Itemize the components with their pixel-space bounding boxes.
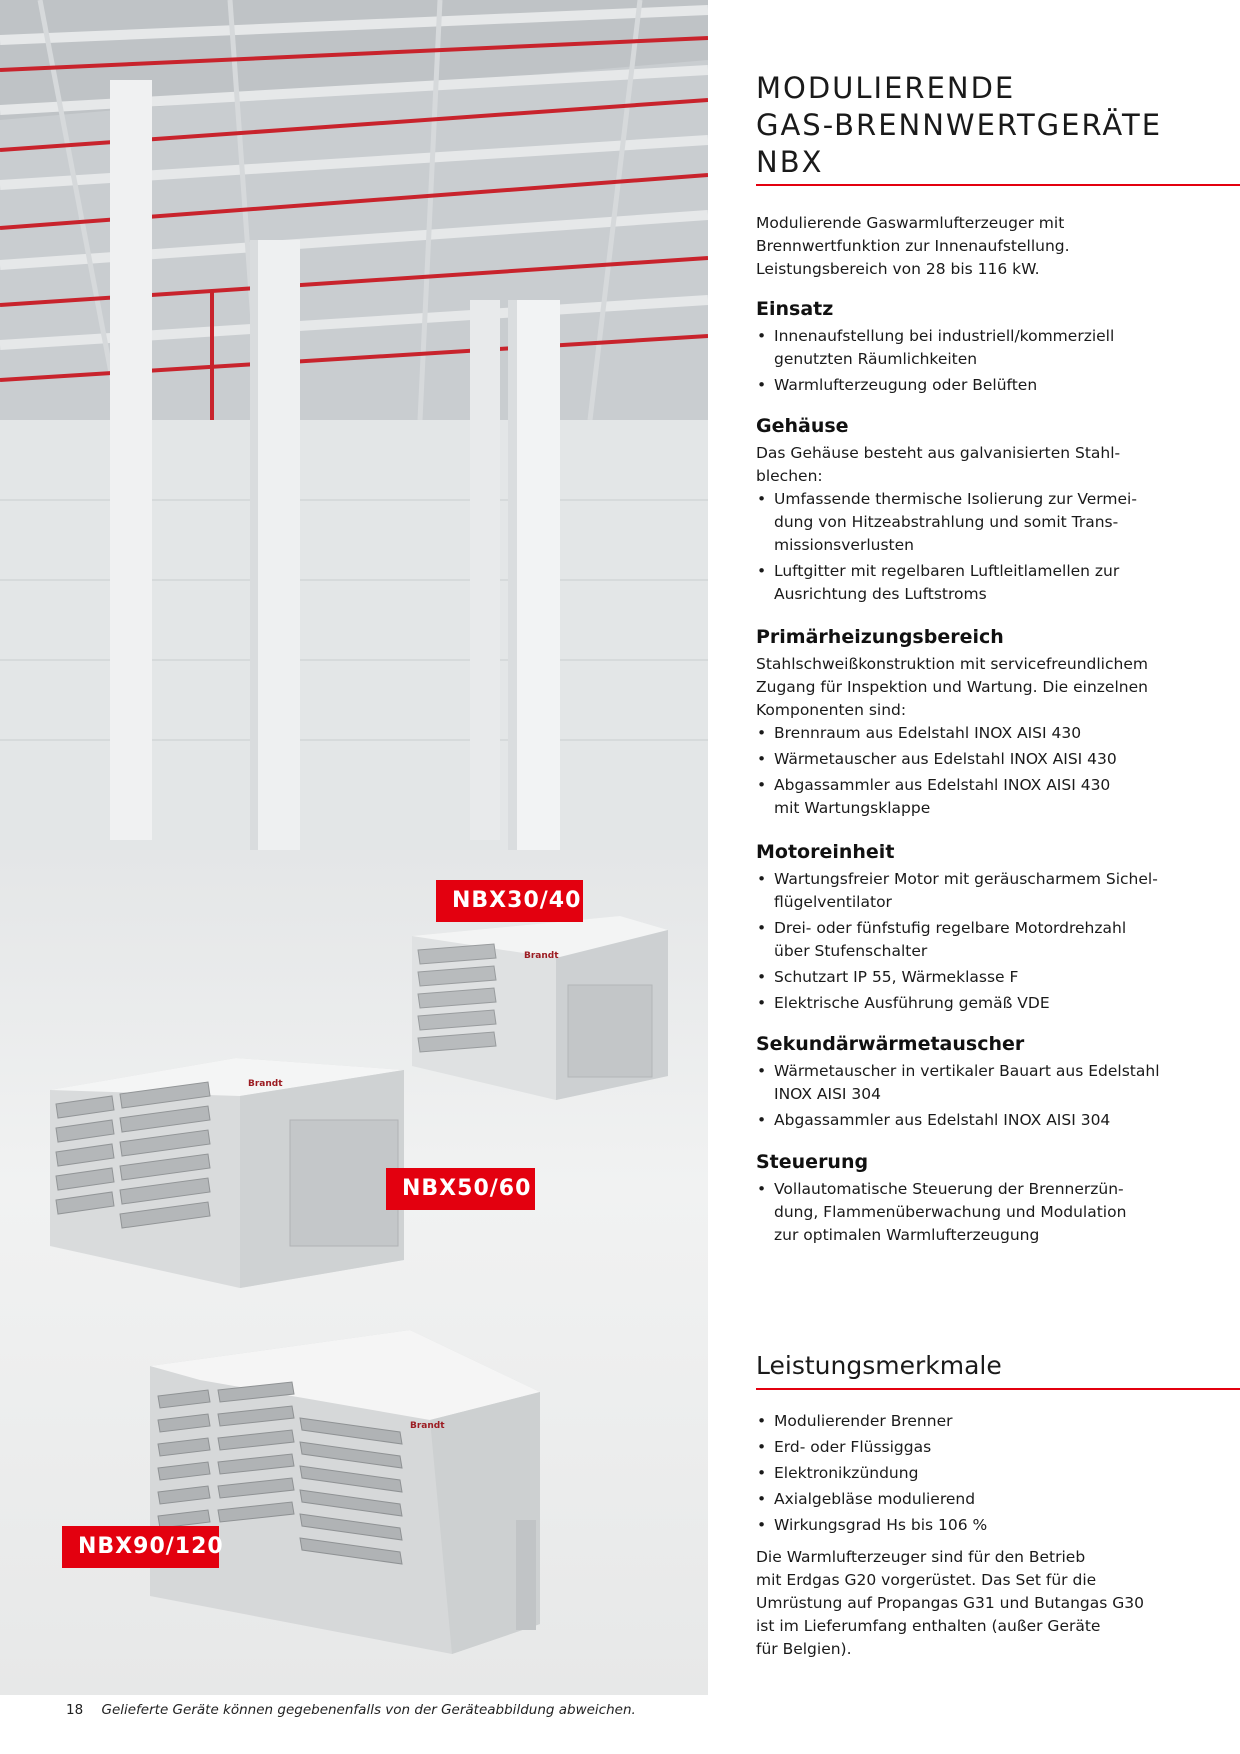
section-heading: Einsatz: [756, 298, 834, 320]
leistungsmerkmale-heading: Leistungsmerkmale: [756, 1351, 1002, 1380]
unit-logo: Brandt: [410, 1421, 445, 1431]
section-einsatz: [756, 296, 1196, 400]
list-item: • Innenaufstellung bei industriell/kommerziell genutzten Räumlichkeiten: [756, 325, 1196, 371]
section-motoreinheit: [756, 839, 1196, 1018]
list-item: • Abgassammler aus Edelstahl INOX AISI 430 mit Wartungsklappe: [756, 774, 1196, 820]
section-primaerheizungsbereich: [756, 624, 1196, 823]
list-item: • Elektrische Ausführung gemäß VDE: [756, 992, 1196, 1015]
section-heading: Sekundärwärmetauscher: [756, 1033, 1025, 1055]
list-item: • Wärmetauscher in vertikaler Bauart aus Edelstahl INOX AISI 304: [756, 1060, 1196, 1106]
list-item: • Brennraum aus Edelstahl INOX AISI 430: [756, 722, 1196, 745]
list-item: • Warmlufterzeugung oder Belüften: [756, 374, 1196, 397]
heater-unit-nbx30: [412, 916, 668, 1100]
list-item: • Wartungsfreier Motor mit geräuscharmem Sichel- flügelventilator: [756, 868, 1196, 914]
list-item: • Schutzart IP 55, Wärmeklasse F: [756, 966, 1196, 989]
unit-logo: Brandt: [524, 951, 559, 961]
leistungsmerkmale-divider: [756, 1388, 1240, 1390]
list-item: • Axialgebläse modulierend: [756, 1488, 1196, 1511]
section-heading: Motoreinheit: [756, 841, 895, 863]
list-item: • Wirkungsgrad Hs bis 106 %: [756, 1514, 1196, 1537]
closing-paragraph: Die Warmlufterzeuger sind für den Betrieb mit Erdgas G20 vorgerüstet. Das Set für die Umrüstung auf Propangas G31 und Butangas G30 ist im Lieferumfang enthalten (außer Geräte für Belgien).: [756, 1548, 1145, 1658]
list-item: • Luftgitter mit regelbaren Luftleitlamellen zur Ausrichtung des Luftstroms: [756, 560, 1196, 606]
section-heading: Gehäuse: [756, 415, 849, 437]
list-item: • Erd- oder Flüssiggas: [756, 1436, 1196, 1459]
list-item: • Abgassammler aus Edelstahl INOX AISI 304: [756, 1109, 1196, 1132]
title-divider: [756, 184, 1240, 186]
heater-unit-nbx90: [150, 1330, 540, 1654]
model-tag-nbx30: NBX30/40: [436, 880, 583, 922]
list-item: • Drei- oder fünfstufig regelbare Motordrehzahl über Stufenschalter: [756, 917, 1196, 963]
section-text: Das Gehäuse besteht aus galvanisierten Stahl- blechen:: [756, 444, 1121, 485]
section-heading: Steuerung: [756, 1151, 869, 1173]
unit-logo: Brandt: [248, 1079, 283, 1089]
page-footer: [66, 1702, 636, 1718]
list-item: • Umfassende thermische Isolierung zur Vermei- dung von Hitzeabstrahlung und somit Trans- missionsverlusten: [756, 488, 1196, 557]
section-gehaeuse: [756, 413, 1196, 609]
list-item: • Vollautomatische Steuerung der Brennerzün- dung, Flammenüberwachung und Modulation zur optimalen Warmlufterzeugung: [756, 1178, 1196, 1247]
heater-unit-nbx50: [50, 1058, 404, 1288]
intro-paragraph: Modulierende Gaswarmlufterzeuger mit Brennwertfunktion zur Innenaufstellung. Leistungsbereich von 28 bis 116 kW.: [756, 214, 1070, 278]
leistungsmerkmale-list: [756, 1410, 1196, 1540]
list-item: • Elektronikzündung: [756, 1462, 1196, 1485]
list-item: • Modulierender Brenner: [756, 1410, 1196, 1433]
section-heading: Primärheizungsbereich: [756, 626, 1004, 648]
list-item: • Wärmetauscher aus Edelstahl INOX AISI 430: [756, 748, 1196, 771]
section-sekundaerwaermetauscher: [756, 1031, 1196, 1135]
model-tag-nbx50: NBX50/60: [386, 1168, 535, 1210]
section-steuerung: [756, 1149, 1196, 1250]
section-text: Stahlschweißkonstruktion mit servicefreundlichem Zugang für Inspektion und Wartung. Die einzelnen Komponenten sind:: [756, 655, 1148, 719]
footer-note: Gelieferte Geräte können gegebenenfalls von der Geräteabbildung abweichen.: [101, 1702, 636, 1718]
model-tag-nbx90: NBX90/120: [62, 1526, 219, 1568]
page-number: 18: [66, 1702, 84, 1718]
page-title: MODULIERENDE GAS-BRENNWERTGERÄTE NBX: [756, 71, 1163, 179]
